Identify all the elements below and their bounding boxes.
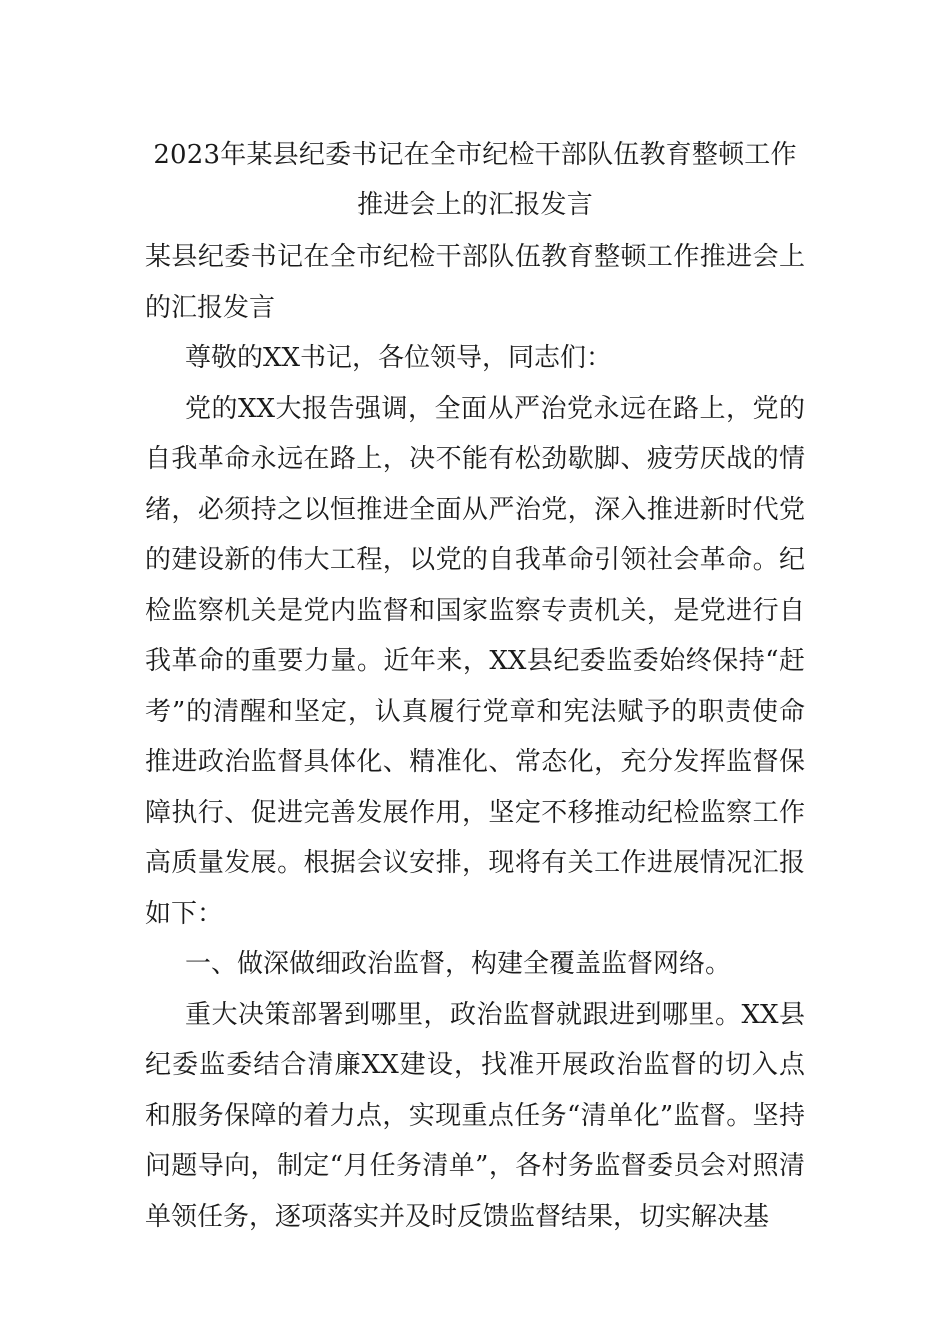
salutation: 尊敬的XX书记，各位领导，同志们： [185, 343, 613, 373]
document-title: 2023年某县纪委书记在全市纪检干部队伍教育整顿工作推进会上的汇报发言 [153, 140, 797, 220]
document-body [145, 232, 805, 1242]
paragraph-section-1: 重大决策部署到哪里，政治监督就跟进到哪里。XX县纪委监委结合清廉XX建设，找准开展政治监督的切入点和服务保障的着力点，实现重点任务“清单化”监督。坚持问题导向，制定“月任务清单”，各村务监督委员会对照清单领任务，逐项落实并及时反馈监督结果，切实解决基 [145, 999, 805, 1232]
paragraph-intro: 党的XX大报告强调，全面从严治党永远在路上，党的自我革命永远在路上，决不能有松劲歇脚、疲劳厌战的情绪，必须持之以恒推进全面从严治党，深入推进新时代党的建设新的伟大工程，以党的自我革命引领社会革命。纪检监察机关是党内监督和国家监察专责机关，是党进行自我革命的重要力量。近年来，XX县纪委监委始终保持“赶考”的清醒和坚定，认真履行党章和宪法赋予的职责使命推进政治监督具体化、精准化、常态化，充分发挥监督保障执行、促进完善发展作用，坚定不移推动纪检监察工作高质量发展。根据会议安排，现将有关工作进展情况汇报如下： [145, 393, 805, 929]
section-heading-1: 一、做深做细政治监督，构建全覆盖监督网络。 [185, 949, 732, 979]
document-subtitle: 某县纪委书记在全市纪检干部队伍教育整顿工作推进会上的汇报发言 [145, 242, 805, 323]
